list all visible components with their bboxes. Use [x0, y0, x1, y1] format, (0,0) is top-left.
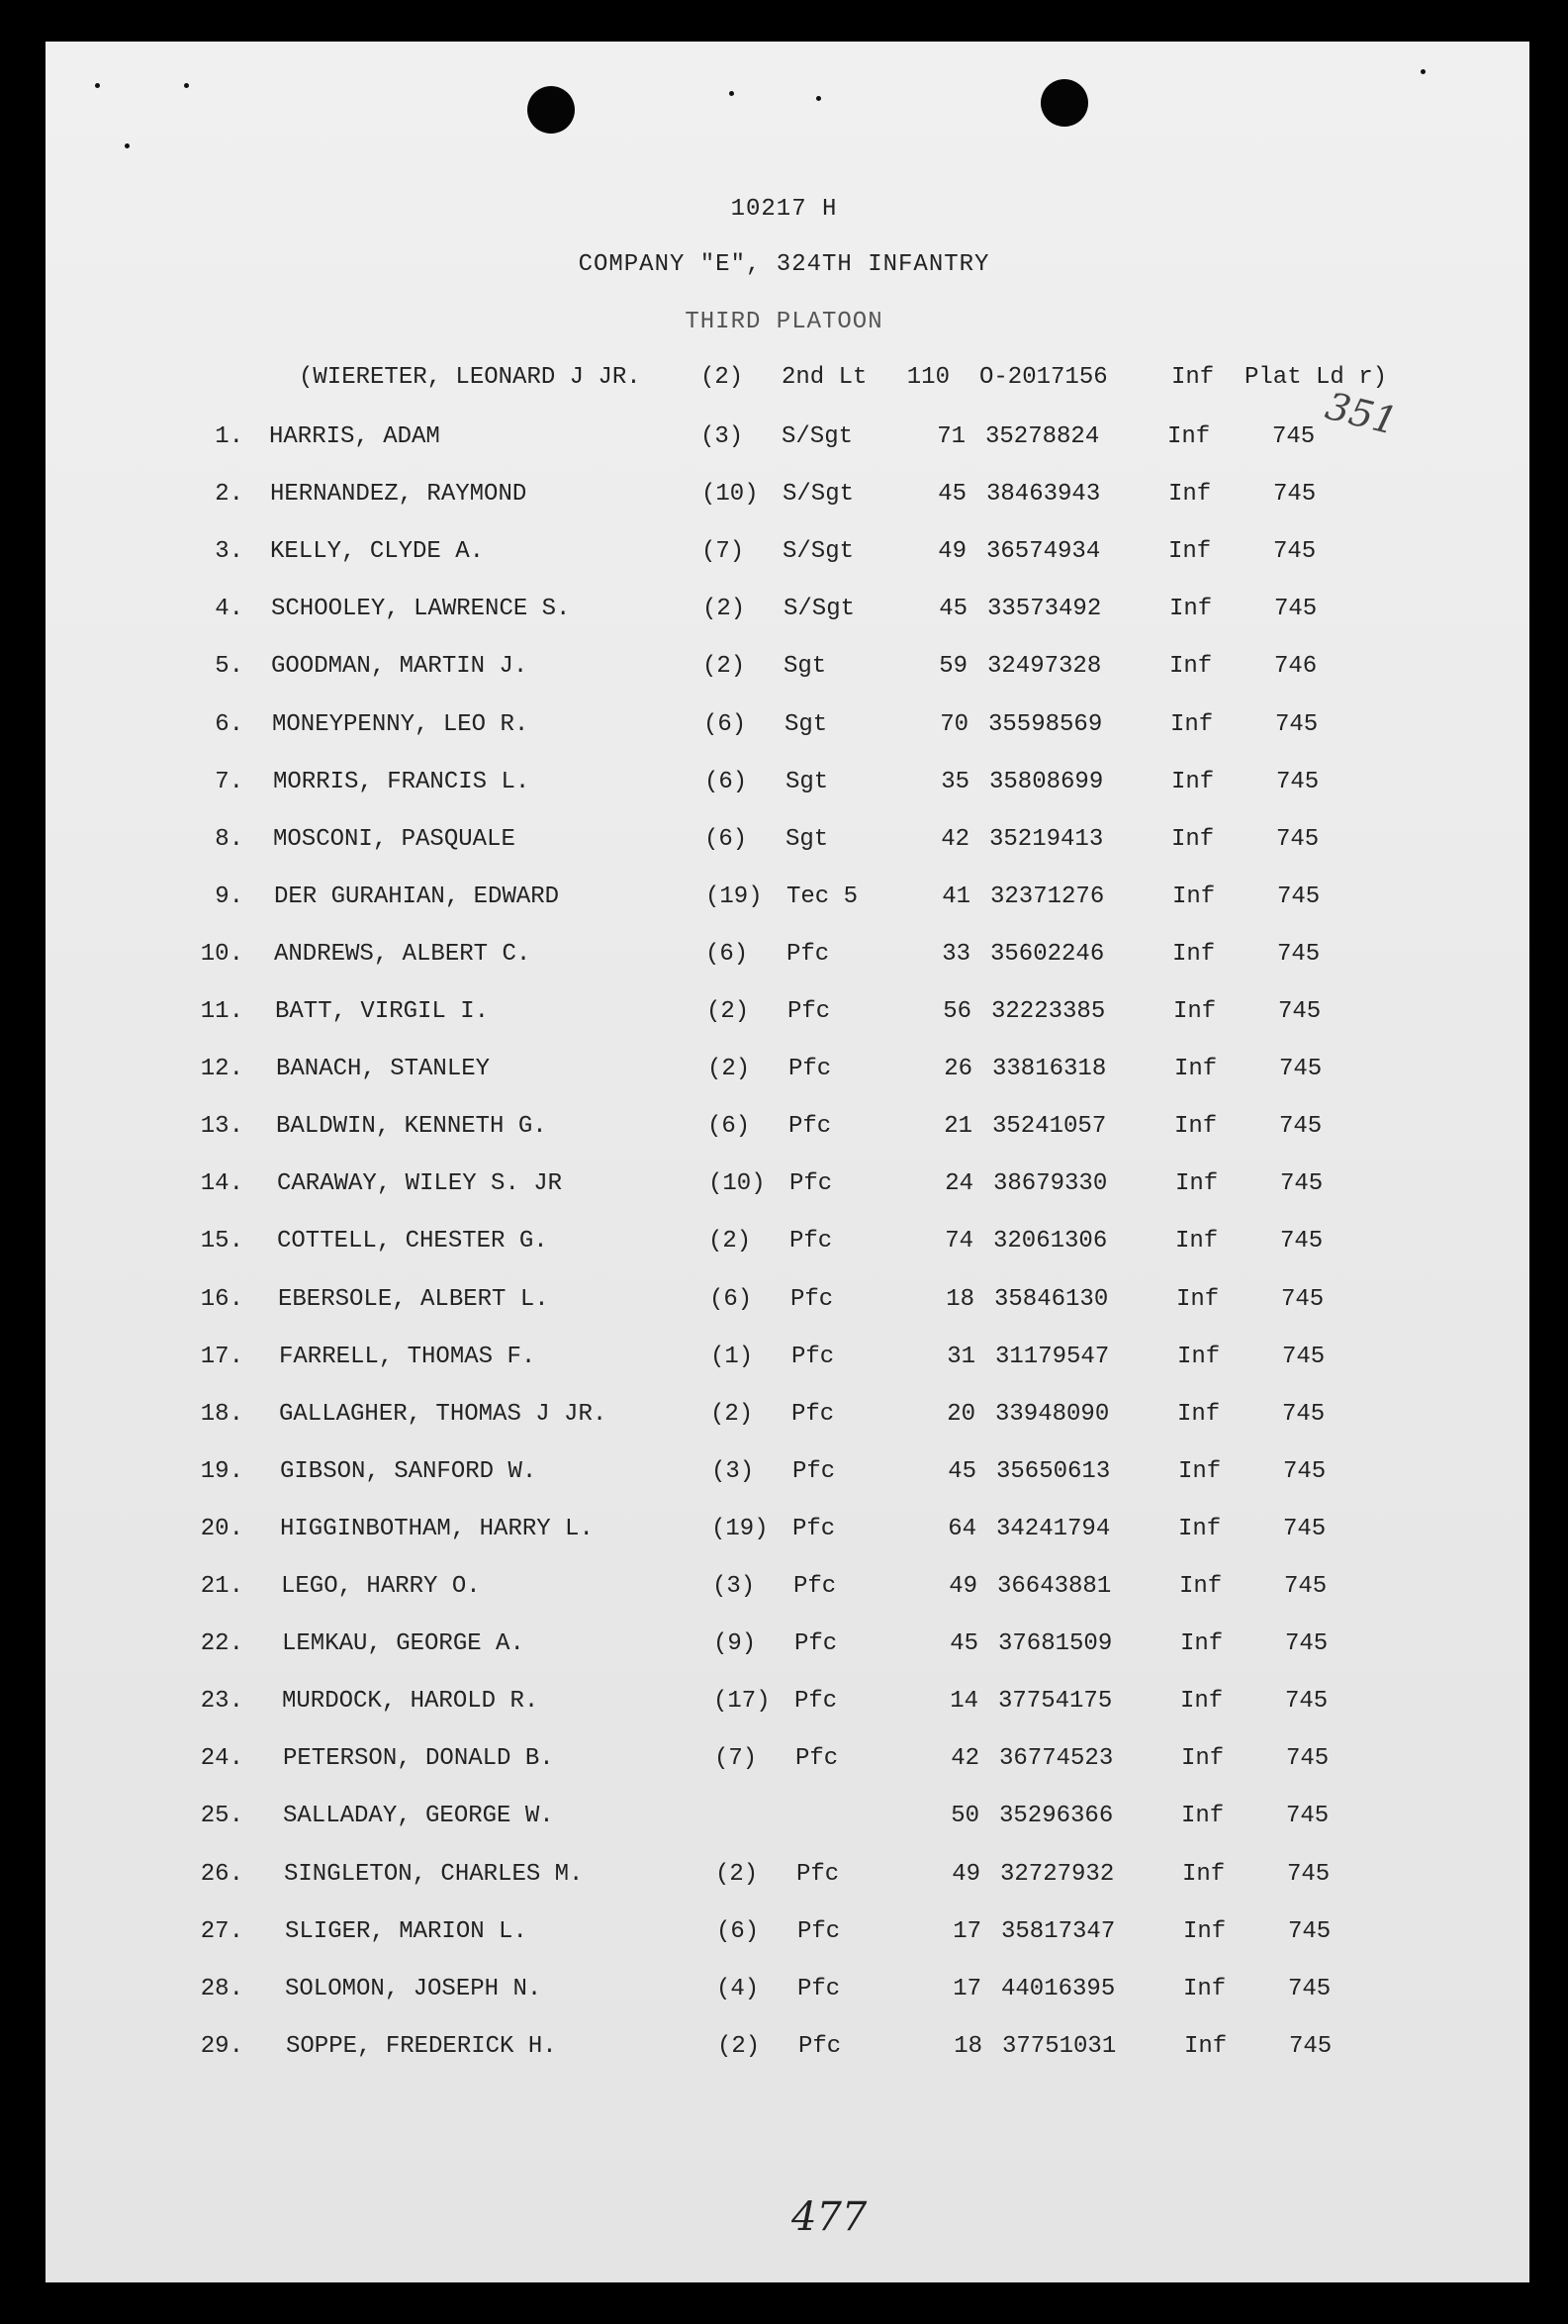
soldier-rank: Pfc: [786, 941, 830, 968]
soldier-arm: Inf: [1169, 653, 1213, 680]
soldier-rank: Pfc: [796, 1861, 840, 1888]
soldier-mos: 745: [1280, 1170, 1324, 1197]
soldier-rank: S/Sgt: [783, 538, 855, 565]
row-number: 14.: [200, 1170, 243, 1197]
soldier-name: SCHOOLEY, LAWRENCE S.: [271, 596, 571, 622]
soldier-serial: 38463943: [986, 481, 1101, 508]
soldier-arm: Inf: [1169, 596, 1213, 622]
row-number: 26.: [200, 1861, 243, 1888]
soldier-rank: Sgt: [785, 769, 829, 795]
soldier-name: MURDOCK, HAROLD R.: [282, 1688, 539, 1715]
soldier-name: DER GURAHIAN, EDWARD: [274, 883, 560, 910]
soldier-serial: 35808699: [989, 769, 1104, 795]
soldier-mos: 745: [1286, 1745, 1330, 1772]
soldier-mos: 745: [1272, 423, 1316, 450]
soldier-mos: 745: [1283, 1458, 1327, 1485]
soldier-name: BATT, VIRGIL I.: [275, 998, 490, 1025]
soldier-serial: 33816318: [992, 1056, 1107, 1082]
leader-name: (WIERETER, LEONARD J JR.: [299, 364, 641, 391]
table-row: [0, 1861, 1568, 1895]
table-row: [0, 1976, 1568, 2009]
soldier-mos: 745: [1281, 1286, 1325, 1313]
leader-code: (2): [700, 364, 744, 391]
soldier-code: (10): [708, 1170, 766, 1197]
soldier-arm: Inf: [1172, 941, 1216, 968]
soldier-serial: 35846130: [994, 1286, 1109, 1313]
row-number: 23.: [200, 1688, 243, 1715]
soldier-code: (6): [707, 1113, 751, 1140]
leader-age: 110: [906, 364, 950, 391]
soldier-code: (10): [701, 481, 759, 508]
soldier-age: 45: [939, 596, 968, 622]
platoon-title: THIRD PLATOON: [685, 309, 883, 335]
soldier-age: 56: [943, 998, 971, 1025]
row-number: 25.: [200, 1803, 243, 1829]
soldier-rank: Pfc: [787, 998, 831, 1025]
soldier-code: (6): [704, 769, 748, 795]
soldier-name: SOPPE, FREDERICK H.: [286, 2033, 557, 2060]
soldier-code: (3): [712, 1573, 756, 1600]
soldier-rank: Sgt: [784, 653, 827, 680]
soldier-code: (19): [711, 1516, 769, 1542]
soldier-name: GOODMAN, MARTIN J.: [271, 653, 528, 680]
soldier-serial: 35296366: [999, 1803, 1114, 1829]
row-number: 18.: [200, 1401, 243, 1428]
table-row: [0, 1113, 1568, 1147]
speck: [1421, 69, 1426, 74]
speck: [95, 83, 100, 88]
soldier-rank: Pfc: [794, 1688, 838, 1715]
leader-serial: O-2017156: [979, 364, 1108, 391]
soldier-rank: Pfc: [798, 2033, 842, 2060]
table-row: [0, 1803, 1568, 1836]
soldier-serial: 32223385: [991, 998, 1106, 1025]
table-row: [0, 1286, 1568, 1320]
soldier-serial: 32061306: [993, 1228, 1108, 1255]
soldier-arm: Inf: [1180, 1688, 1224, 1715]
soldier-age: 50: [951, 1803, 979, 1829]
file-number: 10217 H: [730, 196, 838, 223]
table-row: [0, 423, 1568, 457]
soldier-rank: Pfc: [789, 1228, 833, 1255]
soldier-name: MONEYPENNY, LEO R.: [272, 711, 529, 738]
soldier-mos: 745: [1289, 2033, 1333, 2060]
soldier-rank: Pfc: [789, 1170, 833, 1197]
soldier-mos: 745: [1273, 538, 1317, 565]
table-row: [0, 1573, 1568, 1607]
table-row: [0, 998, 1568, 1032]
soldier-arm: Inf: [1184, 2033, 1228, 2060]
soldier-age: 21: [944, 1113, 972, 1140]
soldier-arm: Inf: [1181, 1745, 1225, 1772]
soldier-serial: 37754175: [998, 1688, 1113, 1715]
speck: [816, 96, 821, 101]
soldier-arm: Inf: [1172, 883, 1216, 910]
soldier-name: PETERSON, DONALD B.: [283, 1745, 554, 1772]
row-number: 19.: [200, 1458, 243, 1485]
soldier-serial: 38679330: [993, 1170, 1108, 1197]
soldier-code: (2): [710, 1401, 754, 1428]
soldier-rank: S/Sgt: [784, 596, 856, 622]
soldier-arm: Inf: [1173, 998, 1217, 1025]
soldier-code: (3): [700, 423, 744, 450]
table-row: [0, 653, 1568, 687]
leader-arm: Inf: [1171, 364, 1215, 391]
soldier-arm: Inf: [1170, 711, 1214, 738]
soldier-code: (3): [711, 1458, 755, 1485]
table-row: [0, 1170, 1568, 1204]
soldier-name: MOSCONI, PASQUALE: [273, 826, 515, 853]
soldier-code: (6): [704, 826, 748, 853]
speck: [729, 91, 734, 96]
soldier-mos: 745: [1286, 1803, 1330, 1829]
soldier-rank: Pfc: [791, 1344, 835, 1370]
soldier-code: (7): [701, 538, 745, 565]
row-number: 5.: [215, 653, 243, 680]
row-number: 24.: [200, 1745, 243, 1772]
soldier-mos: 746: [1274, 653, 1318, 680]
punch-hole-left: [527, 86, 575, 134]
soldier-mos: 745: [1274, 596, 1318, 622]
row-number: 22.: [200, 1630, 243, 1657]
soldier-mos: 745: [1279, 1113, 1323, 1140]
punch-hole-right: [1041, 79, 1088, 127]
soldier-age: 45: [938, 481, 967, 508]
soldier-arm: Inf: [1182, 1861, 1226, 1888]
row-number: 3.: [215, 538, 243, 565]
soldier-age: 41: [942, 883, 970, 910]
table-row: [0, 826, 1568, 860]
soldier-age: 31: [947, 1344, 975, 1370]
table-row: [0, 1344, 1568, 1377]
soldier-name: COTTELL, CHESTER G.: [277, 1228, 548, 1255]
row-number: 12.: [200, 1056, 243, 1082]
soldier-arm: Inf: [1183, 1976, 1227, 2002]
soldier-mos: 745: [1277, 941, 1321, 968]
soldier-serial: 36574934: [986, 538, 1101, 565]
table-row: [0, 1516, 1568, 1549]
table-row: [0, 769, 1568, 802]
row-number: 20.: [200, 1516, 243, 1542]
table-row: [0, 596, 1568, 629]
soldier-arm: Inf: [1178, 1458, 1222, 1485]
row-number: 7.: [215, 769, 243, 795]
soldier-serial: 32371276: [990, 883, 1105, 910]
leader-rank: 2nd Lt: [782, 364, 868, 391]
table-row: [0, 883, 1568, 917]
soldier-age: 49: [938, 538, 967, 565]
handwritten-page-number: 477: [791, 2194, 868, 2240]
soldier-arm: Inf: [1168, 538, 1212, 565]
table-row: [0, 1228, 1568, 1261]
soldier-name: EBERSOLE, ALBERT L.: [278, 1286, 549, 1313]
leader-duty: Plat Ld r): [1245, 364, 1388, 391]
soldier-rank: S/Sgt: [783, 481, 855, 508]
soldier-serial: 36774523: [999, 1745, 1114, 1772]
soldier-age: 59: [939, 653, 968, 680]
soldier-name: LEMKAU, GEORGE A.: [282, 1630, 524, 1657]
soldier-mos: 745: [1280, 1228, 1324, 1255]
soldier-rank: Sgt: [785, 826, 829, 853]
soldier-code: (17): [713, 1688, 771, 1715]
soldier-arm: Inf: [1174, 1113, 1218, 1140]
soldier-age: 45: [948, 1458, 976, 1485]
soldier-serial: 33573492: [987, 596, 1102, 622]
table-row: [0, 941, 1568, 975]
soldier-age: 49: [952, 1861, 980, 1888]
soldier-age: 14: [950, 1688, 978, 1715]
soldier-age: 20: [947, 1401, 975, 1428]
soldier-code: (2): [717, 2033, 761, 2060]
soldier-mos: 745: [1285, 1688, 1329, 1715]
table-row: [0, 2033, 1568, 2067]
soldier-code: (2): [702, 653, 746, 680]
soldier-serial: 35817347: [1001, 1918, 1116, 1945]
table-row: [0, 1458, 1568, 1492]
row-number: 29.: [200, 2033, 243, 2060]
soldier-age: 70: [940, 711, 968, 738]
soldier-code: (4): [716, 1976, 760, 2002]
handwritten-annotation: 351: [1321, 383, 1402, 444]
soldier-name: BALDWIN, KENNETH G.: [276, 1113, 547, 1140]
table-row: [0, 1630, 1568, 1664]
soldier-arm: Inf: [1177, 1401, 1221, 1428]
row-number: 8.: [215, 826, 243, 853]
soldier-mos: 745: [1282, 1401, 1326, 1428]
soldier-serial: 31179547: [995, 1344, 1110, 1370]
soldier-mos: 745: [1283, 1516, 1327, 1542]
soldier-rank: Sgt: [784, 711, 828, 738]
table-row: [0, 1688, 1568, 1721]
soldier-age: 42: [951, 1745, 979, 1772]
soldier-name: SALLADAY, GEORGE W.: [283, 1803, 554, 1829]
soldier-rank: Pfc: [791, 1401, 835, 1428]
row-number: 17.: [200, 1344, 243, 1370]
soldier-arm: Inf: [1179, 1573, 1223, 1600]
soldier-name: SINGLETON, CHARLES M.: [284, 1861, 584, 1888]
soldier-serial: 35650613: [996, 1458, 1111, 1485]
table-row: [0, 1401, 1568, 1435]
soldier-arm: Inf: [1171, 769, 1215, 795]
soldier-arm: Inf: [1183, 1918, 1227, 1945]
soldier-rank: S/Sgt: [782, 423, 854, 450]
soldier-age: 17: [953, 1976, 981, 2002]
soldier-age: 18: [946, 1286, 974, 1313]
soldier-name: MORRIS, FRANCIS L.: [273, 769, 530, 795]
soldier-mos: 745: [1282, 1344, 1326, 1370]
row-number: 10.: [200, 941, 243, 968]
soldier-mos: 745: [1284, 1573, 1328, 1600]
row-number: 6.: [215, 711, 243, 738]
soldier-rank: Pfc: [790, 1286, 834, 1313]
soldier-serial: 34241794: [996, 1516, 1111, 1542]
soldier-arm: Inf: [1174, 1056, 1218, 1082]
soldier-code: (7): [714, 1745, 758, 1772]
soldier-age: 26: [944, 1056, 972, 1082]
row-number: 28.: [200, 1976, 243, 2002]
soldier-serial: 37681509: [998, 1630, 1113, 1657]
soldier-name: FARRELL, THOMAS F.: [279, 1344, 536, 1370]
soldier-rank: Pfc: [788, 1113, 832, 1140]
soldier-mos: 745: [1278, 998, 1322, 1025]
table-row: [0, 1056, 1568, 1089]
soldier-age: 42: [941, 826, 969, 853]
soldier-rank: Pfc: [793, 1573, 837, 1600]
row-number: 1.: [215, 423, 243, 450]
row-number: 15.: [200, 1228, 243, 1255]
soldier-mos: 745: [1276, 826, 1320, 853]
soldier-arm: Inf: [1176, 1286, 1220, 1313]
soldier-mos: 745: [1273, 481, 1317, 508]
soldier-code: (6): [703, 711, 747, 738]
soldier-name: SLIGER, MARION L.: [285, 1918, 527, 1945]
row-number: 4.: [215, 596, 243, 622]
soldier-age: 33: [942, 941, 970, 968]
soldier-name: HARRIS, ADAM: [269, 423, 440, 450]
soldier-mos: 745: [1277, 883, 1321, 910]
soldier-arm: Inf: [1177, 1344, 1221, 1370]
row-number: 2.: [215, 481, 243, 508]
soldier-rank: Pfc: [797, 1976, 841, 2002]
soldier-mos: 745: [1275, 711, 1319, 738]
soldier-code: (6): [709, 1286, 753, 1313]
soldier-rank: Tec 5: [786, 883, 859, 910]
soldier-serial: 35602246: [990, 941, 1105, 968]
unit-title: COMPANY "E", 324TH INFANTRY: [578, 251, 990, 278]
soldier-name: BANACH, STANLEY: [276, 1056, 491, 1082]
soldier-mos: 745: [1288, 1918, 1332, 1945]
soldier-code: (2): [707, 1056, 751, 1082]
row-number: 27.: [200, 1918, 243, 1945]
soldier-mos: 745: [1288, 1976, 1332, 2002]
soldier-arm: Inf: [1178, 1516, 1222, 1542]
table-row: [0, 1918, 1568, 1952]
soldier-serial: 35278824: [985, 423, 1100, 450]
soldier-code: (1): [710, 1344, 754, 1370]
soldier-name: GIBSON, SANFORD W.: [280, 1458, 537, 1485]
soldier-rank: Pfc: [788, 1056, 832, 1082]
speck: [184, 83, 189, 88]
soldier-arm: Inf: [1180, 1630, 1224, 1657]
soldier-code: (6): [716, 1918, 760, 1945]
soldier-rank: Pfc: [792, 1516, 836, 1542]
soldier-name: LEGO, HARRY O.: [281, 1573, 481, 1600]
soldier-code: (2): [715, 1861, 759, 1888]
soldier-mos: 745: [1279, 1056, 1323, 1082]
soldier-arm: Inf: [1168, 481, 1212, 508]
soldier-code: (19): [705, 883, 763, 910]
soldier-arm: Inf: [1181, 1803, 1225, 1829]
soldier-age: 49: [949, 1573, 977, 1600]
soldier-serial: 36643881: [997, 1573, 1112, 1600]
soldier-serial: 37751031: [1002, 2033, 1117, 2060]
row-number: 11.: [200, 998, 243, 1025]
soldier-code: (2): [702, 596, 746, 622]
table-row: [0, 711, 1568, 745]
row-number: 9.: [215, 883, 243, 910]
soldier-age: 45: [950, 1630, 978, 1657]
soldier-age: 17: [953, 1918, 981, 1945]
soldier-name: HERNANDEZ, RAYMOND: [270, 481, 527, 508]
speck: [125, 143, 130, 148]
soldier-arm: Inf: [1167, 423, 1211, 450]
soldier-code: (6): [705, 941, 749, 968]
soldier-name: HIGGINBOTHAM, HARRY L.: [280, 1516, 594, 1542]
soldier-arm: Inf: [1171, 826, 1215, 853]
row-number: 21.: [200, 1573, 243, 1600]
soldier-serial: 33948090: [995, 1401, 1110, 1428]
soldier-rank: Pfc: [797, 1918, 841, 1945]
soldier-name: GALLAGHER, THOMAS J JR.: [279, 1401, 607, 1428]
soldier-name: SOLOMON, JOSEPH N.: [285, 1976, 542, 2002]
soldier-rank: Pfc: [794, 1630, 838, 1657]
soldier-age: 35: [941, 769, 969, 795]
soldier-rank: Pfc: [795, 1745, 839, 1772]
soldier-mos: 745: [1285, 1630, 1329, 1657]
soldier-serial: 35241057: [992, 1113, 1107, 1140]
soldier-age: 18: [954, 2033, 982, 2060]
soldier-code: (9): [713, 1630, 757, 1657]
soldier-age: 64: [948, 1516, 976, 1542]
soldier-age: 74: [945, 1228, 973, 1255]
soldier-serial: 32727932: [1000, 1861, 1115, 1888]
soldier-mos: 745: [1276, 769, 1320, 795]
soldier-name: KELLY, CLYDE A.: [270, 538, 485, 565]
soldier-mos: 745: [1287, 1861, 1331, 1888]
soldier-arm: Inf: [1175, 1170, 1219, 1197]
soldier-age: 71: [937, 423, 966, 450]
soldier-serial: 32497328: [987, 653, 1102, 680]
table-row: [0, 481, 1568, 514]
row-number: 13.: [200, 1113, 243, 1140]
soldier-serial: 44016395: [1001, 1976, 1116, 2002]
soldier-code: (2): [708, 1228, 752, 1255]
soldier-code: (2): [706, 998, 750, 1025]
soldier-arm: Inf: [1175, 1228, 1219, 1255]
soldier-name: CARAWAY, WILEY S. JR: [277, 1170, 563, 1197]
table-row: [0, 1745, 1568, 1779]
soldier-age: 24: [945, 1170, 973, 1197]
row-number: 16.: [200, 1286, 243, 1313]
table-row: [0, 538, 1568, 572]
soldier-serial: 35219413: [989, 826, 1104, 853]
soldier-name: ANDREWS, ALBERT C.: [274, 941, 531, 968]
soldier-rank: Pfc: [792, 1458, 836, 1485]
soldier-serial: 35598569: [988, 711, 1103, 738]
